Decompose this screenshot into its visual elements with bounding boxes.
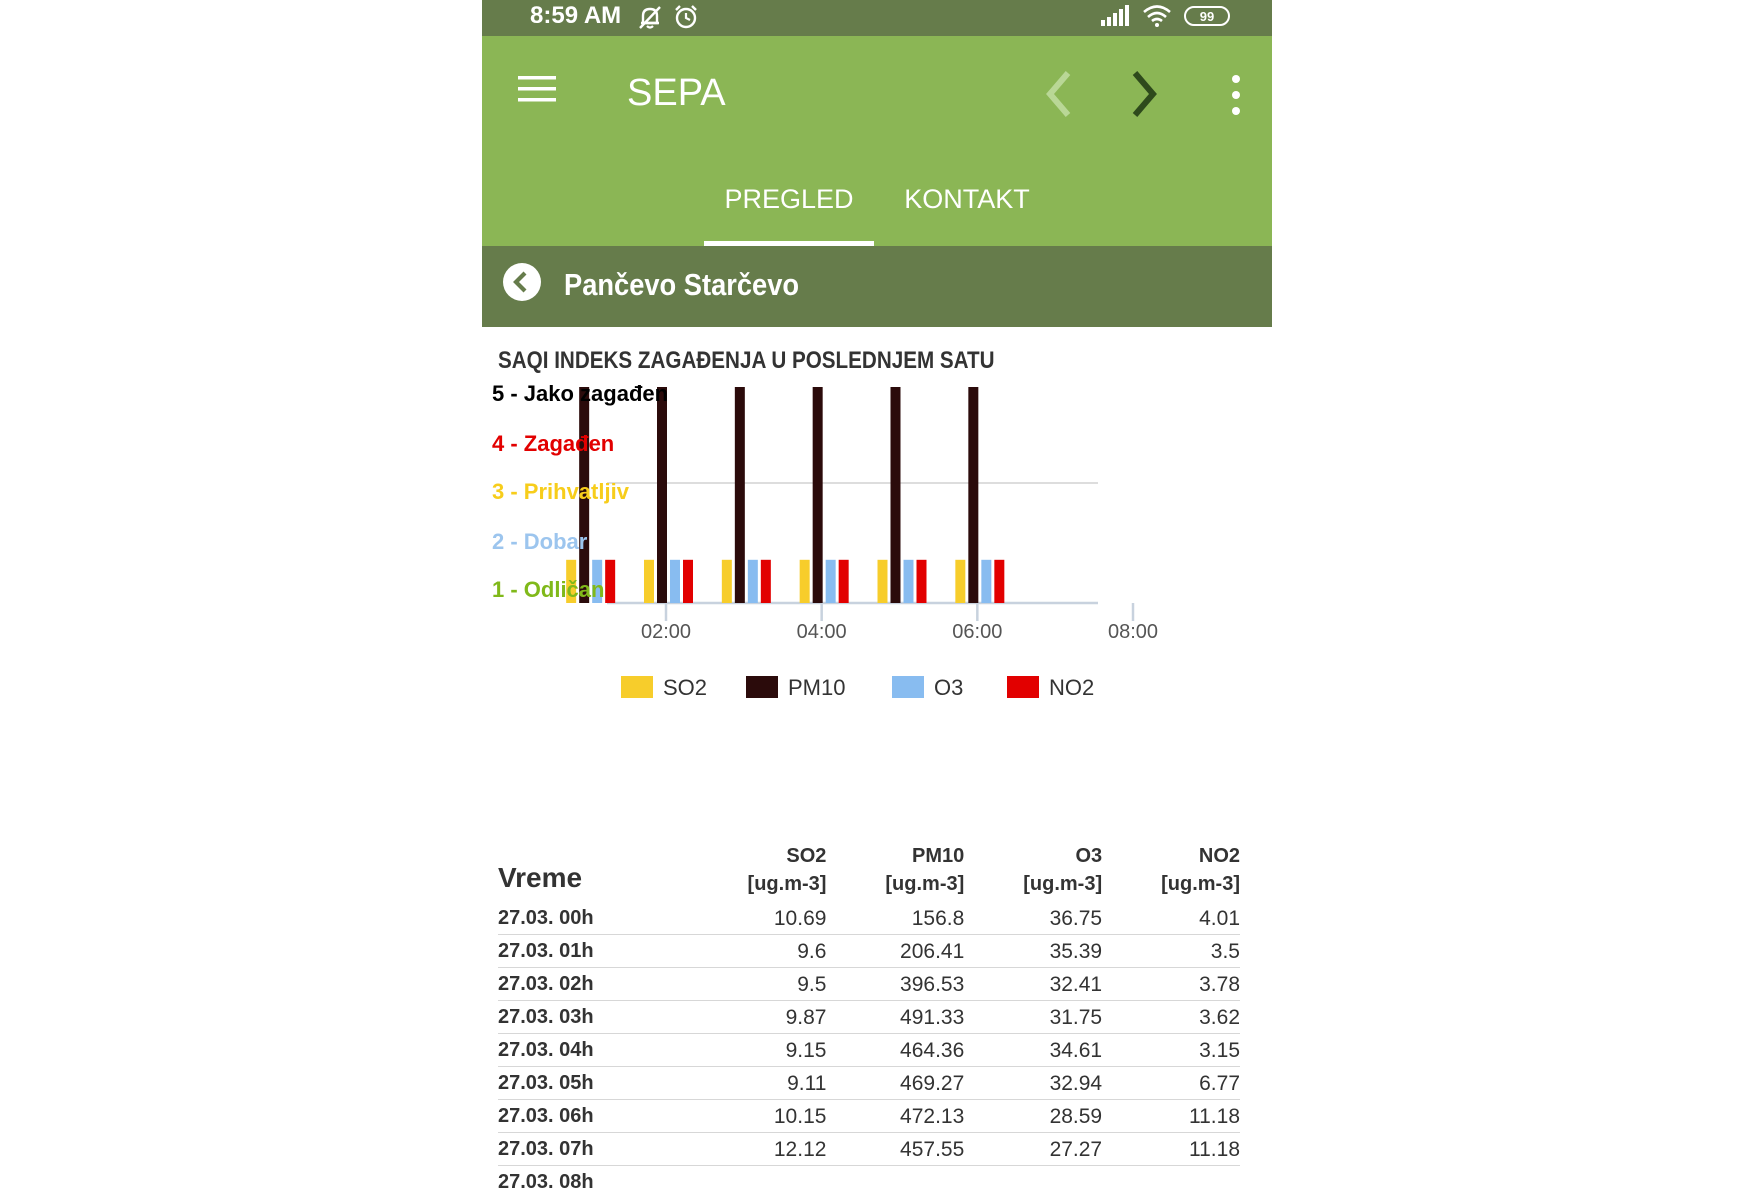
status-bar	[482, 0, 1272, 36]
value-cell-pm10: 457.55	[826, 1133, 964, 1166]
y-level-label-1: 1 - Odličan	[492, 577, 605, 602]
bar-o3-0200	[670, 560, 680, 603]
value-cell-no2: 3.78	[1102, 968, 1240, 1001]
status-right-icons	[1100, 5, 1230, 27]
value-cell-so2: 10.69	[697, 902, 826, 935]
value-cell-so2: 9.15	[697, 1034, 826, 1067]
wifi-icon	[1142, 5, 1172, 27]
bar-o3-0600	[981, 560, 991, 603]
value-cell-so2: 10.15	[697, 1100, 826, 1133]
bar-no2-0400	[839, 560, 849, 603]
legend-label-pm10: PM10	[788, 675, 846, 700]
overflow-menu-icon[interactable]	[1222, 72, 1250, 118]
legend-swatch-so2	[621, 676, 653, 698]
bar-so2-0400	[800, 560, 810, 603]
value-cell-so2: 9.6	[697, 935, 826, 968]
table-row	[498, 902, 1240, 935]
column-unit: [ug.m-3]	[747, 873, 827, 895]
time-cell: 27.03. 06h	[498, 1100, 697, 1133]
bell-off-icon	[636, 3, 664, 31]
bar-o3-0500	[904, 560, 914, 603]
value-cell-pm10: 464.36	[826, 1034, 964, 1067]
value-cell-pm10: 472.13	[826, 1100, 964, 1133]
column-name: PM10	[912, 845, 965, 867]
station-name: Pančevo Starčevo	[564, 267, 800, 302]
time-cell: 27.03. 00h	[498, 902, 697, 935]
value-cell-pm10: 206.41	[826, 935, 964, 968]
bar-pm10-0200	[657, 387, 667, 603]
value-cell-o3: 31.75	[964, 1001, 1102, 1034]
legend-swatch-o3	[892, 676, 924, 698]
value-cell-so2: 9.5	[697, 968, 826, 1001]
column-unit: [ug.m-3]	[1023, 873, 1103, 895]
bar-so2-0300	[722, 560, 732, 603]
column-unit: [ug.m-3]	[885, 873, 965, 895]
bar-no2-0100	[605, 560, 615, 603]
table-header-so2	[697, 842, 826, 902]
legend-label-o3: O3	[934, 675, 964, 700]
bar-o3-0300	[748, 560, 758, 603]
column-name: NO2	[1198, 845, 1240, 867]
value-cell-o3: 32.41	[964, 968, 1102, 1001]
value-cell-so2: 9.87	[697, 1001, 826, 1034]
y-level-label-3: 3 - Prihvatljiv	[492, 479, 629, 504]
table-header-pm10	[826, 842, 964, 902]
tab-kontakt[interactable]: KONTAKT	[904, 184, 1030, 214]
column-name: O3	[1075, 845, 1103, 867]
table-row	[498, 1100, 1240, 1133]
status-time: 8:59 AM	[530, 2, 622, 29]
time-cell: 27.03. 08h	[498, 1166, 697, 1196]
bar-no2-0200	[683, 560, 693, 603]
x-tick-label-0400: 04:00	[796, 621, 847, 643]
table-header-vreme: Vreme	[498, 862, 583, 893]
y-level-label-2: 2 - Dobar	[492, 529, 588, 554]
value-cell-pm10: 156.8	[826, 902, 964, 935]
column-name: SO2	[786, 845, 827, 867]
bar-no2-0500	[917, 560, 927, 603]
legend-swatch-pm10	[746, 676, 778, 698]
chevron-right-icon[interactable]	[1122, 66, 1166, 122]
table-body	[498, 902, 1240, 1196]
value-cell-no2: 3.62	[1102, 1001, 1240, 1034]
value-cell-o3: 34.61	[964, 1034, 1102, 1067]
y-level-label-4: 4 - Zagađen	[492, 431, 615, 456]
bar-pm10-0500	[891, 387, 901, 603]
table-row	[498, 968, 1240, 1001]
value-cell-o3: 27.27	[964, 1133, 1102, 1166]
chevron-left-icon[interactable]	[1037, 66, 1081, 122]
value-cell-no2: 11.18	[1102, 1100, 1240, 1133]
section-title: SAQI INDEKS ZAGAĐENJA U POSLEDNJEM SATU	[498, 347, 995, 374]
saqi-chart	[482, 380, 1272, 800]
value-cell-pm10	[826, 1166, 964, 1196]
battery-level: 99	[1199, 8, 1215, 24]
bar-so2-0600	[955, 560, 965, 603]
value-cell-pm10: 491.33	[826, 1001, 964, 1034]
value-cell-no2: 6.77	[1102, 1067, 1240, 1100]
table-row	[498, 935, 1240, 968]
legend-swatch-no2	[1007, 676, 1039, 698]
time-cell: 27.03. 04h	[498, 1034, 697, 1067]
value-cell-no2: 3.15	[1102, 1034, 1240, 1067]
tab-pregled[interactable]: PREGLED	[724, 184, 854, 214]
value-cell-no2	[1102, 1166, 1240, 1196]
app-bar	[482, 36, 1272, 246]
bar-pm10-0600	[968, 387, 978, 603]
bar-o3-0400	[826, 560, 836, 603]
value-cell-no2: 3.5	[1102, 935, 1240, 968]
y-level-label-5: 5 - Jako zagađen	[492, 381, 669, 406]
value-cell-o3: 28.59	[964, 1100, 1102, 1133]
value-cell-o3	[964, 1166, 1102, 1196]
table-row	[498, 1133, 1240, 1166]
x-tick-label-0800: 08:00	[1107, 621, 1159, 643]
bar-no2-0600	[994, 560, 1004, 603]
value-cell-no2: 11.18	[1102, 1133, 1240, 1166]
value-cell-o3: 32.94	[964, 1067, 1102, 1100]
legend-label-so2: SO2	[663, 675, 708, 700]
table-header-o3	[964, 842, 1102, 902]
table-header-row	[498, 842, 1240, 902]
chart-grid	[607, 380, 1098, 603]
hamburger-menu-icon[interactable]	[518, 74, 558, 104]
bar-pm10-0400	[813, 387, 823, 603]
phone-screen	[482, 0, 1272, 1196]
value-cell-o3: 35.39	[964, 935, 1102, 968]
chart-bars	[566, 387, 1004, 603]
x-tick-label-0200: 02:00	[640, 621, 692, 643]
time-cell: 27.03. 02h	[498, 968, 697, 1001]
time-cell: 27.03. 03h	[498, 1001, 697, 1034]
station-header	[482, 246, 1272, 327]
value-cell-o3: 36.75	[964, 902, 1102, 935]
time-cell: 27.03. 01h	[498, 935, 697, 968]
table-row	[498, 1034, 1240, 1067]
value-cell-pm10: 469.27	[826, 1067, 964, 1100]
bar-pm10-0300	[735, 387, 745, 603]
status-left-icons	[636, 3, 700, 31]
x-tick-label-0600: 06:00	[952, 621, 1003, 643]
app-title: SEPA	[627, 72, 726, 114]
table-row	[498, 1001, 1240, 1034]
bar-so2-0200	[644, 560, 654, 603]
time-cell: 27.03. 05h	[498, 1067, 697, 1100]
value-cell-no2: 4.01	[1102, 902, 1240, 935]
chart-x-ticks	[641, 603, 1158, 643]
table-header-no2	[1102, 842, 1240, 902]
table-row	[498, 1067, 1240, 1100]
time-cell: 27.03. 07h	[498, 1133, 697, 1166]
back-circle-icon[interactable]	[502, 262, 542, 302]
alarm-icon	[672, 3, 700, 31]
legend-label-no2: NO2	[1049, 675, 1095, 700]
bar-no2-0300	[761, 560, 771, 603]
bar-so2-0500	[878, 560, 888, 603]
value-cell-so2: 12.12	[697, 1133, 826, 1166]
table-row	[498, 1166, 1240, 1196]
battery-icon	[1184, 6, 1230, 26]
column-unit: [ug.m-3]	[1161, 873, 1240, 895]
signal-icon	[1100, 5, 1130, 27]
value-cell-so2	[697, 1166, 826, 1196]
data-table	[498, 842, 1240, 1196]
value-cell-pm10: 396.53	[826, 968, 964, 1001]
chart-legend	[621, 675, 1094, 700]
value-cell-so2: 9.11	[697, 1067, 826, 1100]
